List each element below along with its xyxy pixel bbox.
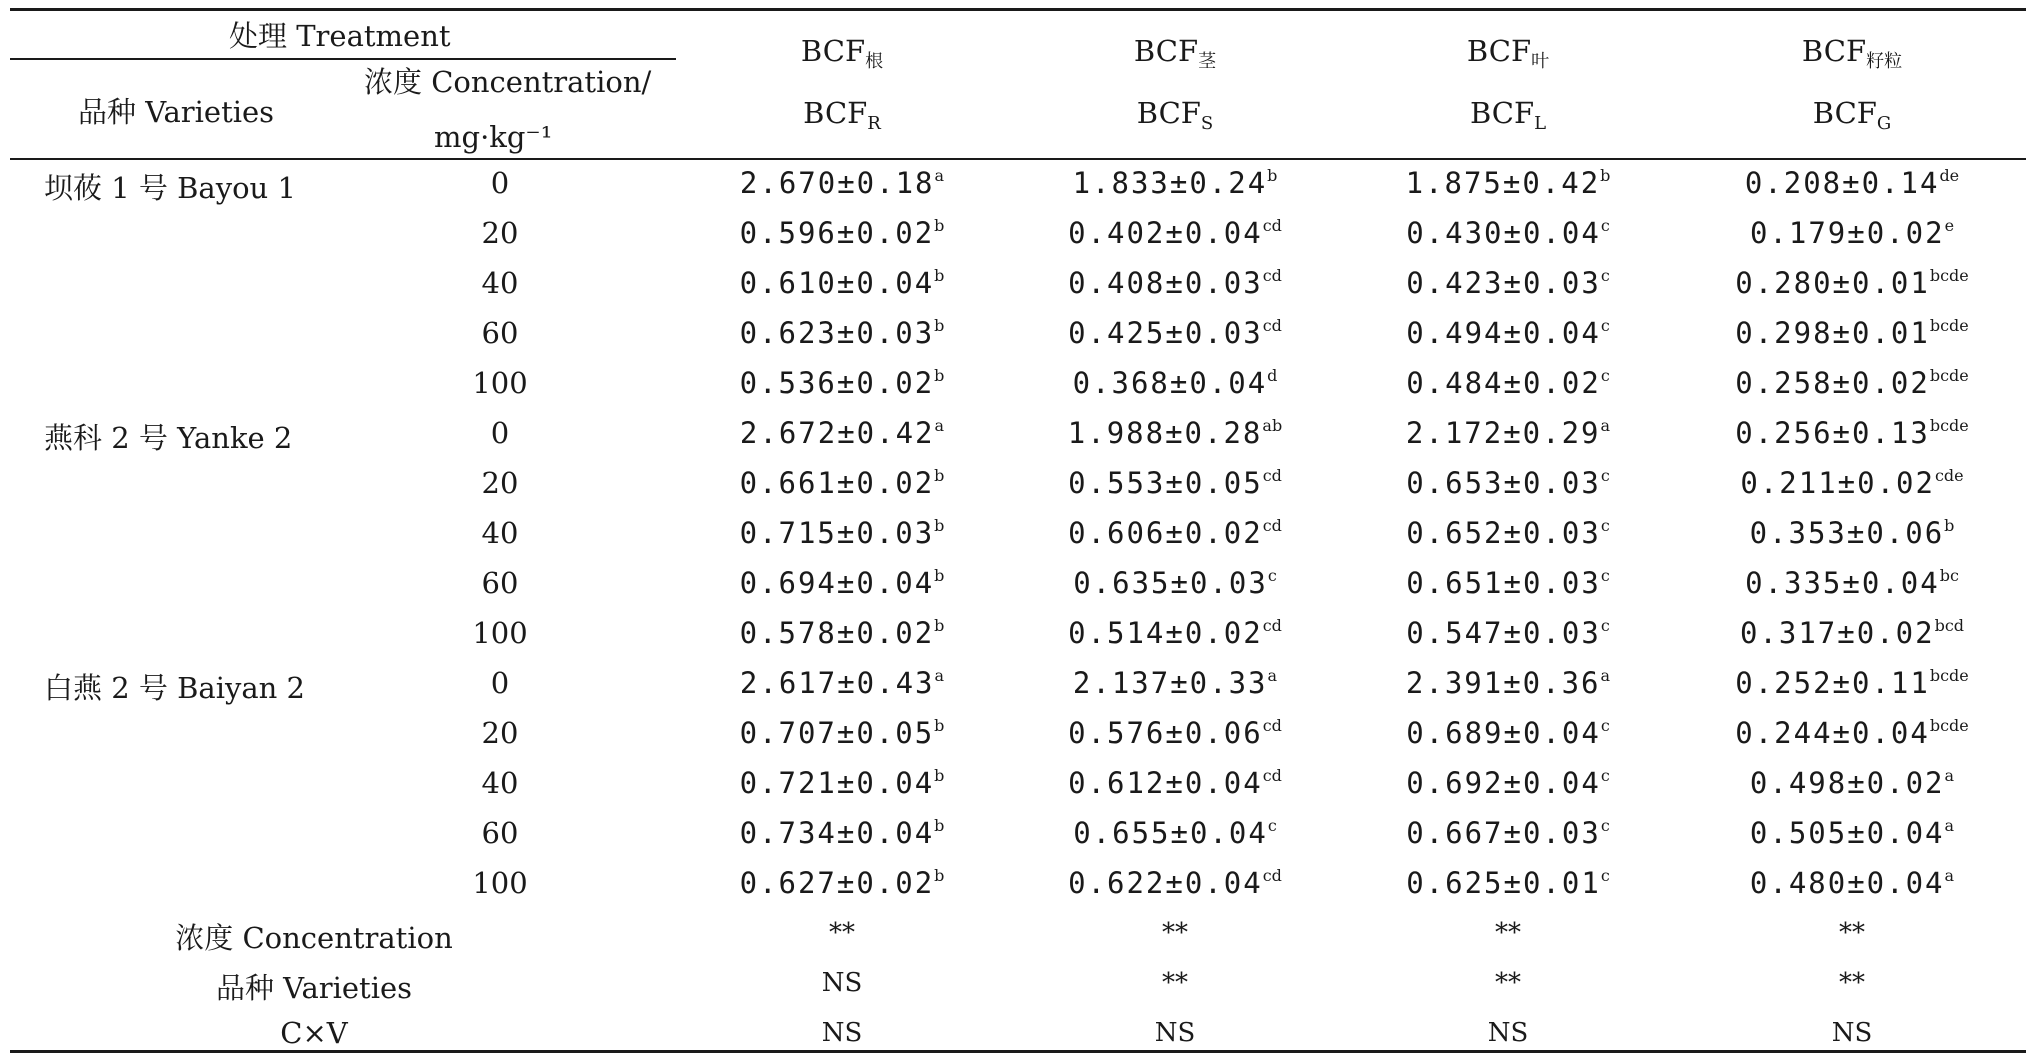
header-col-main: BCF (803, 96, 868, 130)
bcf-cell (1005, 216, 1345, 250)
significance-letter: bcde (1929, 316, 1969, 335)
bcf-cell (1338, 566, 1678, 600)
bcf-value: 0.335±0.04 (1745, 566, 1940, 600)
bcf-value: 0.425±0.03 (1068, 316, 1263, 350)
anova-label: 浓度 Concentration (175, 921, 453, 955)
significance-letter: b (1600, 166, 1611, 185)
top-rule (10, 8, 2026, 11)
bcf-cell (1338, 166, 1678, 200)
bcf-value: 0.689±0.04 (1406, 716, 1601, 750)
significance-letter: b (1267, 166, 1278, 185)
bcf-cell (1338, 716, 1678, 750)
significance-letter: b (934, 766, 945, 785)
bcf-cell (1005, 616, 1345, 650)
significance-letter: c (1267, 566, 1277, 585)
bcf-cell (1682, 316, 2022, 350)
header-col-sub: 根 (865, 51, 884, 72)
bcf-cell (1682, 266, 2022, 300)
bcf-value: 0.721±0.04 (739, 766, 935, 800)
bcf-value: 0.317±0.02 (1739, 616, 1935, 650)
bcf-cell (1005, 366, 1345, 400)
bcf-value: 0.258±0.02 (1735, 366, 1930, 400)
anova-significance: NS (1487, 1018, 1529, 1048)
bcf-cell (1682, 566, 2022, 600)
significance-letter: c (1600, 366, 1610, 385)
bcf-cell (1338, 316, 1678, 350)
bcf-value: 0.655±0.04 (1073, 816, 1268, 850)
significance-letter: a (1267, 666, 1278, 685)
variety-name: 坝莜 1 号 Bayou 1 (44, 171, 296, 205)
bcf-value: 0.211±0.02 (1740, 466, 1935, 500)
significance-letter: c (1267, 816, 1277, 835)
bcf-value: 0.553±0.05 (1068, 466, 1263, 500)
bcf-value: 1.875±0.42 (1405, 166, 1601, 200)
bcf-cell (1005, 166, 1345, 200)
significance-letter: bc (1939, 566, 1959, 585)
significance-letter: de (1939, 166, 1960, 185)
anova-label: 品种 Varieties (215, 971, 413, 1005)
bcf-value: 0.484±0.02 (1406, 366, 1601, 400)
bcf-value: 0.298±0.01 (1735, 316, 1930, 350)
header-col-main: BCF (1469, 96, 1535, 130)
significance-letter: b (934, 616, 945, 635)
significance-letter: cd (1262, 266, 1282, 285)
bcf-value: 0.596±0.02 (739, 216, 935, 250)
bcf-value: 0.651±0.03 (1406, 566, 1601, 600)
bcf-value: 0.653±0.03 (1406, 466, 1601, 500)
significance-letter: c (1600, 266, 1610, 285)
anova-significance: ** (1162, 968, 1188, 998)
bcf-value: 0.480±0.04 (1749, 866, 1945, 900)
significance-letter: a (934, 416, 945, 435)
significance-letter: cd (1262, 466, 1282, 485)
concentration-value: 60 (481, 816, 519, 850)
significance-letter: c (1600, 316, 1610, 335)
concentration-value: 0 (490, 416, 510, 450)
bcf-cell (1005, 666, 1345, 700)
bcf-cell (1338, 866, 1678, 900)
significance-letter: b (934, 566, 945, 585)
bcf-value: 0.625±0.01 (1406, 866, 1601, 900)
bcf-value: 0.694±0.04 (739, 566, 935, 600)
anova-significance: ** (829, 918, 855, 948)
bcf-value: 2.617±0.43 (739, 666, 935, 700)
header-col-cn-2 (1358, 34, 1658, 73)
header-col-main: BCF (1136, 96, 1201, 130)
bcf-cell (672, 516, 1012, 550)
bcf-value: 0.635±0.03 (1073, 566, 1268, 600)
significance-letter: d (1267, 366, 1278, 385)
bcf-cell (1005, 866, 1345, 900)
significance-letter: a (1600, 666, 1611, 685)
significance-letter: cd (1262, 716, 1282, 735)
anova-significance: ** (1495, 918, 1521, 948)
significance-letter: b (934, 866, 945, 885)
header-concentration: 浓度 Concentration/ (364, 65, 652, 99)
bcf-value: 0.547±0.03 (1406, 616, 1601, 650)
header-col-cn-0 (692, 34, 992, 73)
significance-letter: a (934, 166, 945, 185)
significance-letter: cd (1262, 616, 1282, 635)
bcf-cell (672, 166, 1012, 200)
header-col-main: BCF (1801, 34, 1867, 68)
bcf-cell (1005, 266, 1345, 300)
bcf-cell (672, 866, 1012, 900)
bcf-cell (672, 616, 1012, 650)
header-col-cn-1 (1025, 34, 1325, 73)
header-col-main: BCF (1812, 96, 1877, 130)
header-col-main: BCF (1466, 34, 1532, 68)
bcf-cell (672, 416, 1012, 450)
bcf-value: 0.715±0.03 (739, 516, 935, 550)
bcf-value: 0.734±0.04 (739, 816, 935, 850)
concentration-value: 0 (490, 166, 510, 200)
bcf-cell (1005, 766, 1345, 800)
bcf-cell (1338, 416, 1678, 450)
significance-letter: bcde (1929, 266, 1969, 285)
significance-letter: c (1600, 816, 1610, 835)
significance-letter: c (1600, 616, 1610, 635)
significance-letter: c (1600, 216, 1610, 235)
significance-letter: a (1944, 766, 1955, 785)
bcf-cell (1338, 766, 1678, 800)
significance-letter: b (934, 366, 945, 385)
concentration-value: 60 (481, 316, 519, 350)
significance-letter: bcde (1929, 416, 1969, 435)
header-col-main: BCF (800, 34, 866, 68)
bcf-value: 0.606±0.02 (1068, 516, 1263, 550)
significance-letter: cde (1934, 466, 1964, 485)
bcf-cell (1005, 716, 1345, 750)
bcf-value: 2.391±0.36 (1405, 666, 1601, 700)
header-variety: 品种 Varieties (78, 95, 275, 129)
bcf-cell (672, 766, 1012, 800)
anova-label: C×V (280, 1016, 348, 1050)
bcf-value: 0.514±0.02 (1068, 616, 1263, 650)
anova-significance: ** (1162, 918, 1188, 948)
significance-letter: a (934, 666, 945, 685)
significance-letter: bcde (1929, 716, 1969, 735)
significance-letter: cd (1262, 516, 1282, 535)
bcf-cell (672, 816, 1012, 850)
significance-letter: b (934, 816, 945, 835)
bcf-value: 0.667±0.03 (1406, 816, 1601, 850)
header-concentration-unit: mg·kg⁻¹ (434, 120, 553, 154)
bcf-value: 0.179±0.02 (1749, 216, 1945, 250)
header-col-sub: G (1876, 113, 1892, 134)
significance-letter: bcde (1929, 366, 1969, 385)
significance-letter: a (1944, 816, 1955, 835)
significance-letter: cd (1262, 216, 1282, 235)
header-col-main: BCF (1133, 34, 1199, 68)
significance-letter: c (1600, 566, 1610, 585)
variety-name: 燕科 2 号 Yanke 2 (44, 421, 293, 455)
significance-letter: bcd (1934, 616, 1965, 635)
bcf-value: 0.661±0.02 (739, 466, 935, 500)
anova-significance: NS (1831, 1018, 1873, 1048)
bcf-value: 0.353±0.06 (1749, 516, 1945, 550)
bcf-cell (1005, 466, 1345, 500)
bcf-value: 1.988±0.28 (1067, 416, 1263, 450)
bcf-value: 0.244±0.04 (1735, 716, 1930, 750)
bcf-value: 0.692±0.04 (1406, 766, 1601, 800)
concentration-value: 20 (481, 466, 519, 500)
bcf-value: 0.505±0.04 (1749, 816, 1945, 850)
bcf-value: 0.408±0.03 (1068, 266, 1263, 300)
bcf-cell (1682, 216, 2022, 250)
significance-letter: ab (1262, 416, 1283, 435)
bcf-value: 2.670±0.18 (739, 166, 935, 200)
bcf-value: 0.430±0.04 (1406, 216, 1601, 250)
bcf-cell (672, 266, 1012, 300)
header-treatment: 处理 Treatment (229, 19, 451, 53)
header-rule (10, 158, 2026, 160)
bcf-cell (672, 716, 1012, 750)
significance-letter: a (1600, 416, 1611, 435)
concentration-value: 40 (481, 266, 519, 300)
anova-significance: ** (1495, 968, 1521, 998)
bcf-cell (1682, 666, 2022, 700)
bcf-cell (1682, 616, 2022, 650)
significance-letter: a (1944, 866, 1955, 885)
header-col-sub: 叶 (1531, 51, 1550, 72)
bcf-cell (1682, 466, 2022, 500)
significance-letter: c (1600, 766, 1610, 785)
bcf-cell (1338, 616, 1678, 650)
bcf-value: 0.256±0.13 (1735, 416, 1930, 450)
significance-letter: bcde (1929, 666, 1969, 685)
significance-letter: c (1600, 466, 1610, 485)
significance-letter: e (1944, 216, 1955, 235)
bcf-cell (1682, 366, 2022, 400)
bcf-cell (1338, 466, 1678, 500)
bcf-value: 0.402±0.04 (1068, 216, 1263, 250)
bcf-cell (1338, 266, 1678, 300)
significance-letter: b (934, 266, 945, 285)
bottom-rule (10, 1050, 2026, 1053)
concentration-value: 100 (472, 616, 528, 650)
bcf-cell (1005, 316, 1345, 350)
header-col-cn-3 (1702, 34, 2002, 73)
header-col-sub: L (1534, 113, 1547, 134)
bcf-value: 0.494±0.04 (1406, 316, 1601, 350)
bcf-value: 0.652±0.03 (1406, 516, 1601, 550)
significance-letter: cd (1262, 316, 1282, 335)
bcf-cell (672, 366, 1012, 400)
header-col-en-1 (1025, 96, 1325, 134)
anova-significance: ** (1839, 968, 1865, 998)
significance-letter: c (1600, 716, 1610, 735)
bcf-value: 2.672±0.42 (739, 416, 935, 450)
anova-significance: NS (1154, 1018, 1196, 1048)
significance-letter: b (934, 466, 945, 485)
concentration-value: 40 (481, 516, 519, 550)
bcf-cell (1682, 516, 2022, 550)
significance-letter: b (1944, 516, 1955, 535)
significance-letter: cd (1262, 866, 1282, 885)
concentration-value: 100 (472, 366, 528, 400)
significance-letter: b (934, 216, 945, 235)
significance-letter: b (934, 516, 945, 535)
header-col-sub: 籽粒 (1866, 51, 1903, 72)
header-col-sub: 茎 (1198, 51, 1217, 72)
anova-significance: NS (821, 968, 863, 998)
bcf-cell (1682, 766, 2022, 800)
bcf-value: 0.612±0.04 (1068, 766, 1263, 800)
bcf-cell (1682, 166, 2022, 200)
bcf-cell (1682, 866, 2022, 900)
bcf-cell (1682, 716, 2022, 750)
significance-letter: c (1600, 516, 1610, 535)
header-col-en-3 (1702, 96, 2002, 134)
anova-significance: ** (1839, 918, 1865, 948)
bcf-value: 0.498±0.02 (1749, 766, 1945, 800)
anova-significance: NS (821, 1018, 863, 1048)
bcf-value: 0.280±0.01 (1735, 266, 1930, 300)
bcf-value: 0.536±0.02 (739, 366, 935, 400)
bcf-value: 0.707±0.05 (739, 716, 935, 750)
significance-letter: b (934, 316, 945, 335)
bcf-cell (1682, 816, 2022, 850)
bcf-cell (1005, 416, 1345, 450)
bcf-cell (1005, 566, 1345, 600)
concentration-value: 20 (481, 216, 519, 250)
bcf-cell (672, 466, 1012, 500)
bcf-cell (1338, 666, 1678, 700)
bcf-cell (672, 566, 1012, 600)
bcf-cell (1005, 516, 1345, 550)
bcf-value: 0.578±0.02 (739, 616, 935, 650)
bcf-cell (1338, 216, 1678, 250)
header-col-sub: R (867, 113, 881, 134)
bcf-value: 2.137±0.33 (1072, 666, 1268, 700)
header-col-en-2 (1358, 96, 1658, 134)
significance-letter: b (934, 716, 945, 735)
concentration-value: 0 (490, 666, 510, 700)
bcf-value: 1.833±0.24 (1072, 166, 1268, 200)
bcf-cell (1005, 816, 1345, 850)
bcf-value: 0.423±0.03 (1406, 266, 1601, 300)
bcf-cell (672, 316, 1012, 350)
bcf-value: 0.623±0.03 (739, 316, 935, 350)
concentration-value: 20 (481, 716, 519, 750)
bcf-value: 0.368±0.04 (1072, 366, 1268, 400)
concentration-value: 40 (481, 766, 519, 800)
bcf-cell (1338, 516, 1678, 550)
header-col-en-0 (692, 96, 992, 134)
concentration-value: 60 (481, 566, 519, 600)
bcf-value: 2.172±0.29 (1405, 416, 1601, 450)
significance-letter: cd (1262, 766, 1282, 785)
bcf-cell (672, 666, 1012, 700)
bcf-cell (1682, 416, 2022, 450)
bcf-value: 0.622±0.04 (1068, 866, 1263, 900)
bcf-value: 0.252±0.11 (1735, 666, 1930, 700)
bcf-value: 0.627±0.02 (739, 866, 935, 900)
variety-name: 白燕 2 号 Baiyan 2 (44, 671, 306, 705)
header-col-sub: S (1200, 113, 1214, 134)
bcf-value: 0.208±0.14 (1744, 166, 1940, 200)
bcf-value: 0.610±0.04 (739, 266, 935, 300)
concentration-value: 100 (472, 866, 528, 900)
significance-letter: c (1600, 866, 1610, 885)
bcf-cell (672, 216, 1012, 250)
bcf-value: 0.576±0.06 (1068, 716, 1263, 750)
bcf-cell (1338, 816, 1678, 850)
bcf-cell (1338, 366, 1678, 400)
